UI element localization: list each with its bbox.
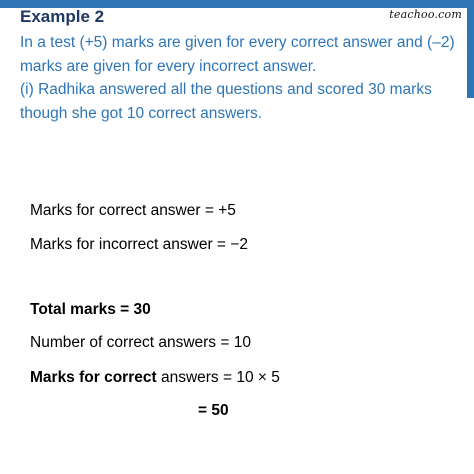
- problem-line-1: In a test (+5) marks are given for every correct answer and (–2): [20, 34, 455, 51]
- problem-line-4: though she got 10 correct answers.: [20, 104, 263, 122]
- problem-line-2: marks are given for every incorrect answer.: [20, 57, 317, 75]
- num-correct-line: Number of correct answers = 10: [30, 334, 251, 351]
- right-accent-bar: [467, 8, 474, 98]
- marks-correct-line: Marks for correct answer = +5: [30, 202, 236, 219]
- teachoo-logo: teachoo.com: [389, 8, 462, 21]
- problem-line-3: (i) Radhika answered all the questions and scored 30 marks: [20, 81, 432, 98]
- result-line: = 50: [198, 402, 229, 419]
- marks-for-correct-line: [30, 369, 280, 387]
- marks-for-correct-label: Marks for correct: [30, 369, 157, 386]
- marks-incorrect-line: Marks for incorrect answer = −2: [30, 236, 248, 253]
- problem-statement: [20, 31, 460, 125]
- example-title: Example 2: [20, 7, 105, 26]
- marks-for-correct-expression: answers = 10 × 5: [156, 369, 280, 386]
- total-marks-line: Total marks = 30: [30, 301, 151, 318]
